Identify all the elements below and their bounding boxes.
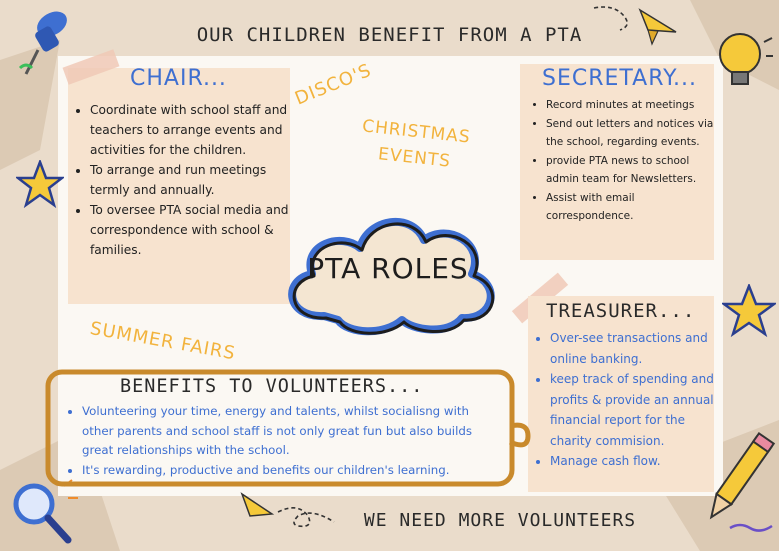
star-icon (16, 160, 64, 208)
list-item: • Over-see transactions and online banking. (550, 328, 716, 369)
paper-plane-icon (590, 0, 680, 50)
list-item: • keep track of spending and profits & provide an annual financial report for the charity commision. (550, 369, 716, 451)
lightbulb-icon (712, 26, 774, 92)
event-discos: DISCO'S (292, 59, 375, 110)
treasurer-heading: TREASURER... (546, 300, 696, 322)
list-item: • Record minutes at meetings (546, 96, 714, 115)
secretary-list (528, 96, 714, 226)
event-christmas-events: EVENTS (377, 144, 452, 172)
list-item: • To oversee PTA social media and correspondence with school & families. (90, 200, 290, 260)
list-item: • Volunteering your time, energy and talents, whilst socialisng with other parents and school staff is not only great fun but also builds great relationships with the school. (82, 402, 472, 461)
list-item: • Send out letters and notices via the school, regarding events. (546, 115, 714, 152)
chair-list (72, 100, 290, 260)
benefits-heading: BENEFITS TO VOLUNTEERS... (120, 376, 424, 397)
center-label: PTA ROLES (307, 252, 469, 285)
footer-title: WE NEED MORE VOLUNTEERS (363, 510, 637, 531)
event-summer-fairs: SUMMER FAIRS (88, 318, 238, 365)
list-item: • Coordinate with school staff and teachers to arrange events and activities for the children. (90, 100, 290, 160)
benefits-list (64, 402, 472, 480)
list-item: • It's rewarding, productive and benefits our children's learning. (82, 461, 472, 481)
list-item: • To arrange and run meetings termly and annually. (90, 160, 290, 200)
list-item: • Manage cash flow. (550, 451, 716, 472)
secretary-heading: SECRETARY... (542, 66, 698, 91)
event-christmas: CHRISTMAS (361, 116, 472, 148)
star-icon (722, 284, 776, 338)
chair-heading: CHAIR... (130, 66, 227, 91)
page-title: OUR CHILDREN BENEFIT FROM A PTA (196, 24, 583, 46)
treasurer-list (532, 328, 716, 472)
list-item: • Assist with email correspondence. (546, 189, 714, 226)
list-item: • provide PTA news to school admin team for Newsletters. (546, 152, 714, 189)
